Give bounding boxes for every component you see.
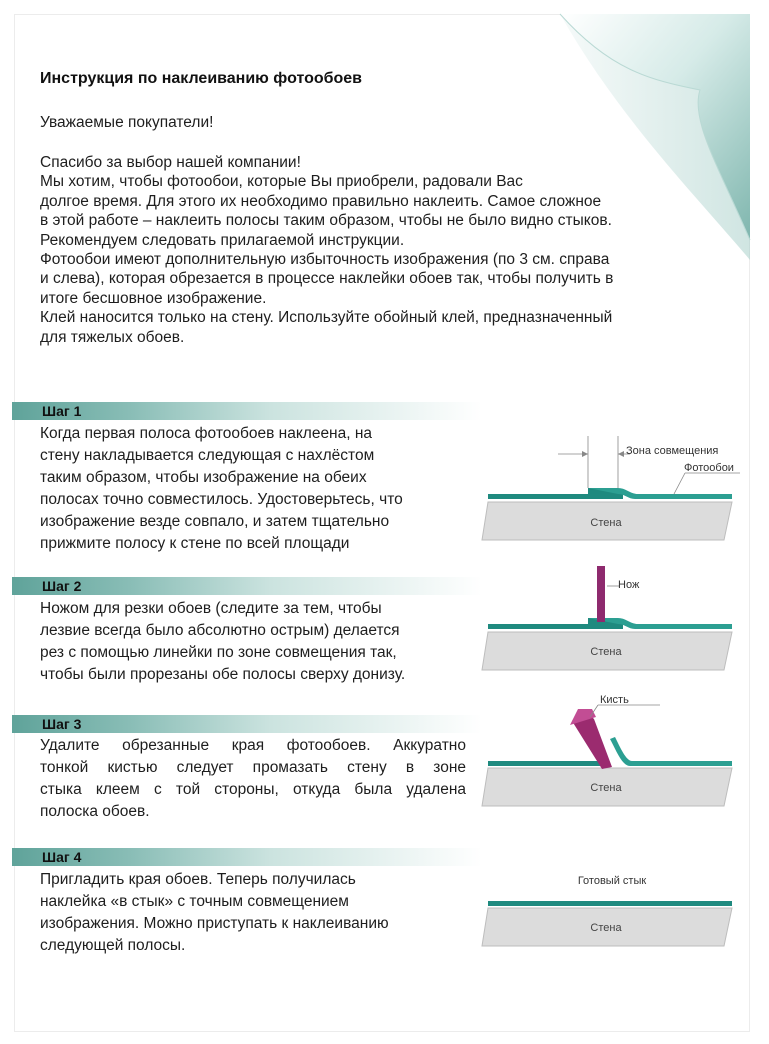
intro-line: в этой работе – наклеить полосы таким образом, чтобы не было видно стыков. <box>40 212 612 230</box>
intro-line: Мы хотим, чтобы фотообои, которые Вы приобрели, радовали Вас <box>40 173 523 191</box>
step-line: Ножом для резки обоев (следите за тем, чтобы <box>40 600 382 617</box>
step-line: чтобы были прорезаны обе полосы сверху донизу. <box>40 666 406 683</box>
first-strip <box>488 761 608 766</box>
wall-label: Стена <box>590 646 622 658</box>
step-4-label: Шаг 4 <box>42 849 82 865</box>
step-line: тонкой кистью следует промазать стену в зоне <box>40 759 466 776</box>
zone-label: Зона совмещения <box>626 445 719 457</box>
page-title: Инструкция по наклеиванию фотообоев <box>40 70 363 87</box>
step-2-diagram <box>480 564 740 674</box>
step-line: рез с помощью линейки по зоне совмещения так, <box>40 644 397 661</box>
step-line: прижмите полосу к стене по всей площади <box>40 535 350 552</box>
knife-label: Нож <box>618 579 640 591</box>
step-line: Пригладить края обоев. Теперь получилась <box>40 871 356 888</box>
step-3-header <box>12 715 482 733</box>
step-line: следующей полосы. <box>40 937 186 954</box>
joined-strip <box>488 901 732 906</box>
knife-blade <box>597 566 605 622</box>
step-line: изображения. Можно приступать к наклеиванию <box>40 915 389 932</box>
step-1-header <box>12 402 482 420</box>
step-2-header <box>12 577 482 595</box>
first-strip <box>488 624 623 629</box>
step-line: полоска обоев. <box>40 803 150 820</box>
intro-line: Фотообои имеют дополнительную избыточность изображения (по 3 см. справа <box>40 251 610 269</box>
intro-line: для тяжелых обоев. <box>40 328 185 346</box>
step-3-diagram <box>480 695 740 810</box>
step-4-text <box>40 869 460 957</box>
step-line: Удалите обрезанные края фотообоев. Аккуратно <box>40 737 466 754</box>
joint-label: Готовый стык <box>577 875 647 887</box>
step-1-label: Шаг 1 <box>42 403 82 419</box>
intro-line: итоге бесшовное изображение. <box>40 289 267 307</box>
step-1-text <box>40 423 472 555</box>
step-3-text <box>40 735 466 823</box>
step-line: наклейка «в стык» с точным совмещением <box>40 893 349 910</box>
step-4-header <box>12 848 482 866</box>
step-line: Когда первая полоса фотообоев наклеена, на <box>40 425 373 442</box>
intro-line: Клей наносится только на стену. Используйте обойный клей, предназначенный <box>40 309 613 327</box>
wall-label: Стена <box>590 782 622 794</box>
step-4-diagram <box>480 870 740 950</box>
intro-line: и слева), которая обрезается в процессе наклейки обоев так, чтобы получить в <box>40 270 614 288</box>
wall-label: Стена <box>590 517 622 529</box>
intro-line: Рекомендуем следовать прилагаемой инструкции. <box>40 231 405 249</box>
brush-body <box>572 715 612 769</box>
step-line: лезвие всегда было абсолютно острым) делается <box>40 622 400 639</box>
intro-line: Спасибо за выбор нашей компании! <box>40 154 301 171</box>
zone-arrow-head <box>582 451 588 457</box>
wallpaper-leader <box>674 473 685 494</box>
greeting-text: Уважаемые покупатели! <box>40 114 214 131</box>
step-2-label: Шаг 2 <box>42 578 82 594</box>
step-line: стену накладывается следующая с нахлёстом <box>40 447 375 464</box>
intro-paragraph <box>40 153 740 347</box>
wall-label: Стена <box>590 922 622 934</box>
step-3-label: Шаг 3 <box>42 716 82 732</box>
step-line: таким образом, чтобы изображение на обеих <box>40 469 367 486</box>
zone-arrow-head <box>618 451 624 457</box>
step-2-text <box>40 598 460 686</box>
first-strip <box>488 494 623 499</box>
step-line: стыка клеем с той стороны, откуда была удалена <box>40 781 466 798</box>
lifted-strip <box>610 737 732 766</box>
step-line: полосах точно совместилось. Удостоверьтесь, что <box>40 491 403 508</box>
wallpaper-label: Фотообои <box>684 462 734 474</box>
brush-label: Кисть <box>600 695 629 706</box>
step-1-diagram <box>480 432 740 542</box>
intro-line: долгое время. Для этого их необходимо правильно наклеить. Самое сложное <box>40 192 602 210</box>
step-line: изображение везде совпало, и затем тщательно <box>40 513 390 530</box>
